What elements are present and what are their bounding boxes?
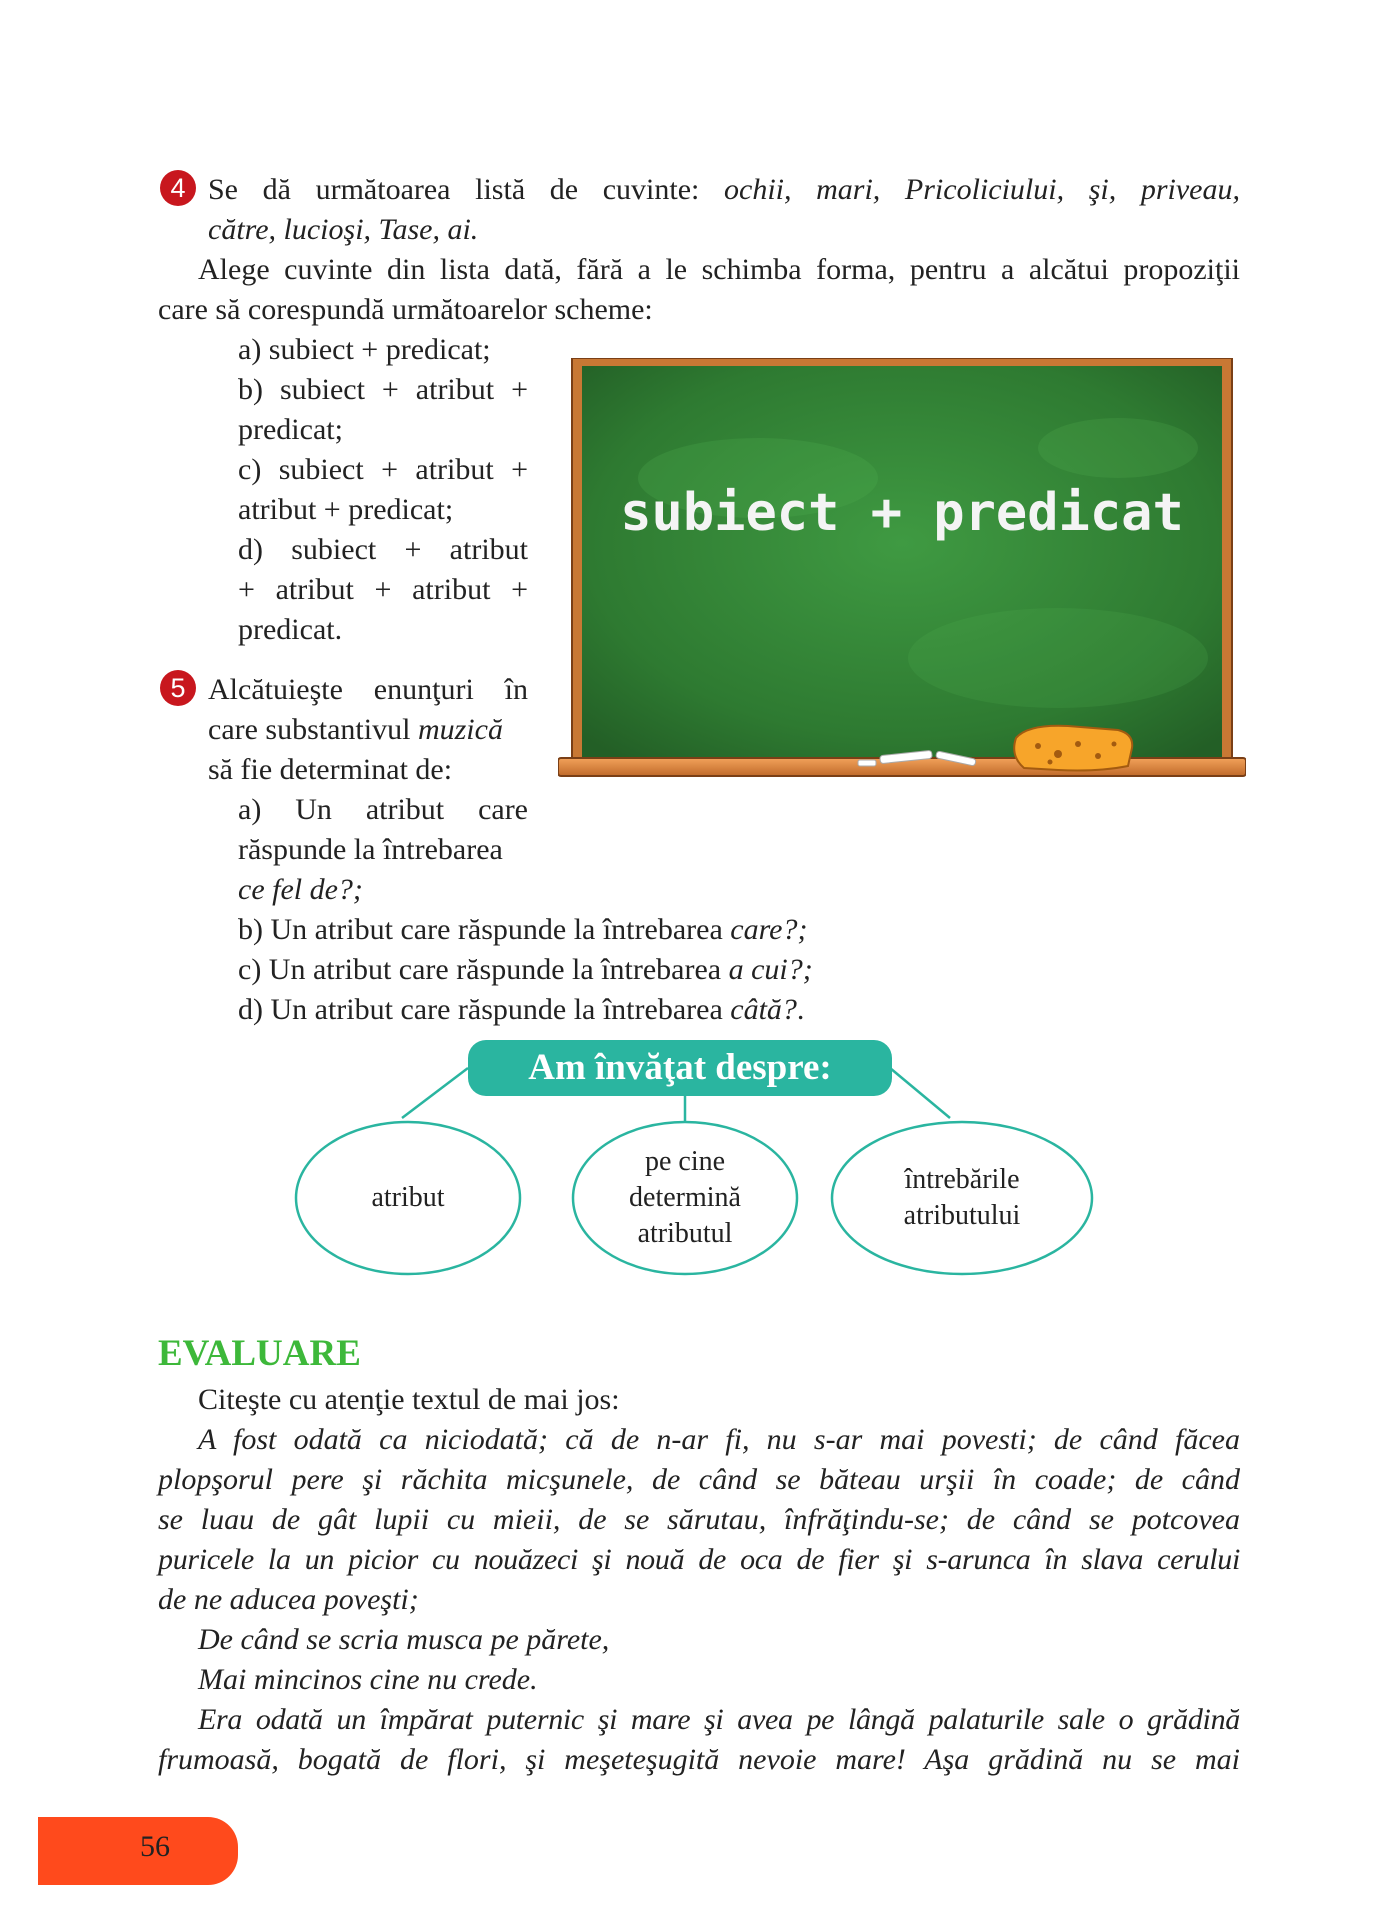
- ex5-question-cata: câtă?: [730, 993, 797, 1026]
- story-line-1: [198, 1420, 1240, 1460]
- ex5-item-c: [238, 950, 813, 990]
- ex4-line-3: Alege cuvinte din lista dată, fără a le schimba forma, pentru a alcătui propoziţii: [198, 253, 1240, 286]
- ex4-item-c-cont: atribut + predicat;: [238, 493, 454, 526]
- ex5-line-2-text: care substantivul: [208, 713, 418, 746]
- story-line-2: [158, 1460, 1240, 1500]
- ex5-item-d: [238, 990, 804, 1030]
- ex4-item-d-end: predicat.: [238, 613, 343, 646]
- concept-diagram: [290, 1040, 1120, 1280]
- story-line-4-text: puricele la un picior cu nouăzeci şi nouă de oca de fier şi s-arunca în slava cerului: [158, 1543, 1240, 1576]
- ex5-item-a-end: [238, 870, 363, 910]
- ex4-line-1-text: Se dă următoarea listă de cuvinte:: [208, 173, 724, 206]
- story-line-4: [158, 1540, 1240, 1580]
- story-line-7: [158, 1740, 1240, 1780]
- ex4-word-list: ochii, mari, Pricoliciului, şi, priveau,: [724, 173, 1240, 206]
- chalkboard-illustration: [558, 358, 1246, 792]
- ex5-line-2: [208, 710, 503, 750]
- ex5-line-1: Alcătuieşte enunţuri în: [208, 673, 528, 706]
- story-line-3-text: se luau de gât lupii cu mieii, de se sărutau, înfrăţindu-se; de când se potcovea: [158, 1503, 1240, 1536]
- ex5-item-d-period: .: [796, 993, 805, 1026]
- connector-right: [890, 1068, 950, 1118]
- ex5-item-b-text: b) Un atribut care răspunde la întrebarea: [238, 913, 731, 946]
- ex5-question-care: care?;: [730, 913, 808, 946]
- ex4-word-list-cont: către, lucioşi, Tase, ai.: [208, 213, 479, 246]
- node-intrebarile-atributului: întrebările atributului: [903, 1164, 1021, 1231]
- ex4-item-a: a) subiect + predicat;: [238, 333, 491, 366]
- chalkboard-text: subiect + predicat: [620, 483, 1184, 543]
- diagram-title: Am învăţat despre:: [528, 1047, 832, 1088]
- ex5-item-d-text: d) Un atribut care răspunde la întrebarea: [238, 993, 731, 1026]
- story-verse-2: [198, 1660, 538, 1700]
- ex5-word-muzica: muzică: [417, 713, 503, 746]
- evaluare-intro: Citeşte cu atenţie textul de mai jos:: [198, 1383, 620, 1416]
- ex5-line-3: să fie determinat de:: [208, 753, 453, 786]
- exercise-4-number: 4: [160, 170, 196, 206]
- ex5-item-a: a) Un atribut care: [238, 793, 528, 826]
- ex4-line-2: [208, 210, 478, 250]
- ex4-item-d: d) subiect + atribut: [238, 533, 528, 566]
- ex4-item-b: b) subiect + atribut +: [238, 373, 528, 406]
- ex5-item-a-cont: răspunde la întrebarea: [238, 833, 503, 866]
- ex4-line-4: care să corespundă următoarelor scheme:: [158, 293, 653, 326]
- story-line-3: [158, 1500, 1240, 1540]
- ex4-item-b-cont: predicat;: [238, 413, 343, 446]
- node-pe-cine-determina: pe cine determină atributul: [629, 1146, 741, 1249]
- evaluare-heading: EVALUARE: [158, 1333, 361, 1374]
- story-line-7-text: frumoasă, bogată de flori, şi meşeteşugită nevoie mare! Aşa grădină nu se mai: [158, 1743, 1240, 1776]
- node-atribut: atribut: [371, 1182, 445, 1213]
- page-number: 56: [140, 1830, 170, 1863]
- story-line-6-text: Era odată un împărat puternic şi mare şi avea pe lângă palaturile sale o grădină: [198, 1703, 1240, 1736]
- story-line-5: [158, 1580, 419, 1620]
- story-verse-2-text: Mai mincinos cine nu crede.: [198, 1663, 538, 1696]
- ex4-item-c: c) subiect + atribut +: [238, 453, 528, 486]
- connector-left: [402, 1068, 468, 1118]
- ex4-item-d-cont: + atribut + atribut +: [238, 573, 528, 606]
- page-number-tab: [38, 1817, 238, 1885]
- ex4-line-1: [208, 170, 1240, 210]
- ex5-item-c-text: c) Un atribut care răspunde la întrebarea: [238, 953, 729, 986]
- ex5-item-b: [238, 910, 807, 950]
- ex5-question-a-cui: a cui?;: [728, 953, 813, 986]
- story-line-5-text: de ne aducea poveşti;: [158, 1583, 419, 1616]
- story-verse-1-text: De când se scria musca pe părete,: [198, 1623, 610, 1656]
- story-verse-1: [198, 1620, 609, 1660]
- story-line-6: [198, 1700, 1240, 1740]
- story-line-1-text: A fost odată ca niciodată; că de n-ar fi, nu s-ar mai povesti; de când făcea: [198, 1423, 1240, 1456]
- exercise-5-number: 5: [160, 670, 196, 706]
- story-line-2-text: plopşorul pere şi răchita micşunele, de când se băteau urşii în coade; de când: [158, 1463, 1240, 1496]
- ex5-question-ce-fel-de: ce fel de?;: [238, 873, 363, 906]
